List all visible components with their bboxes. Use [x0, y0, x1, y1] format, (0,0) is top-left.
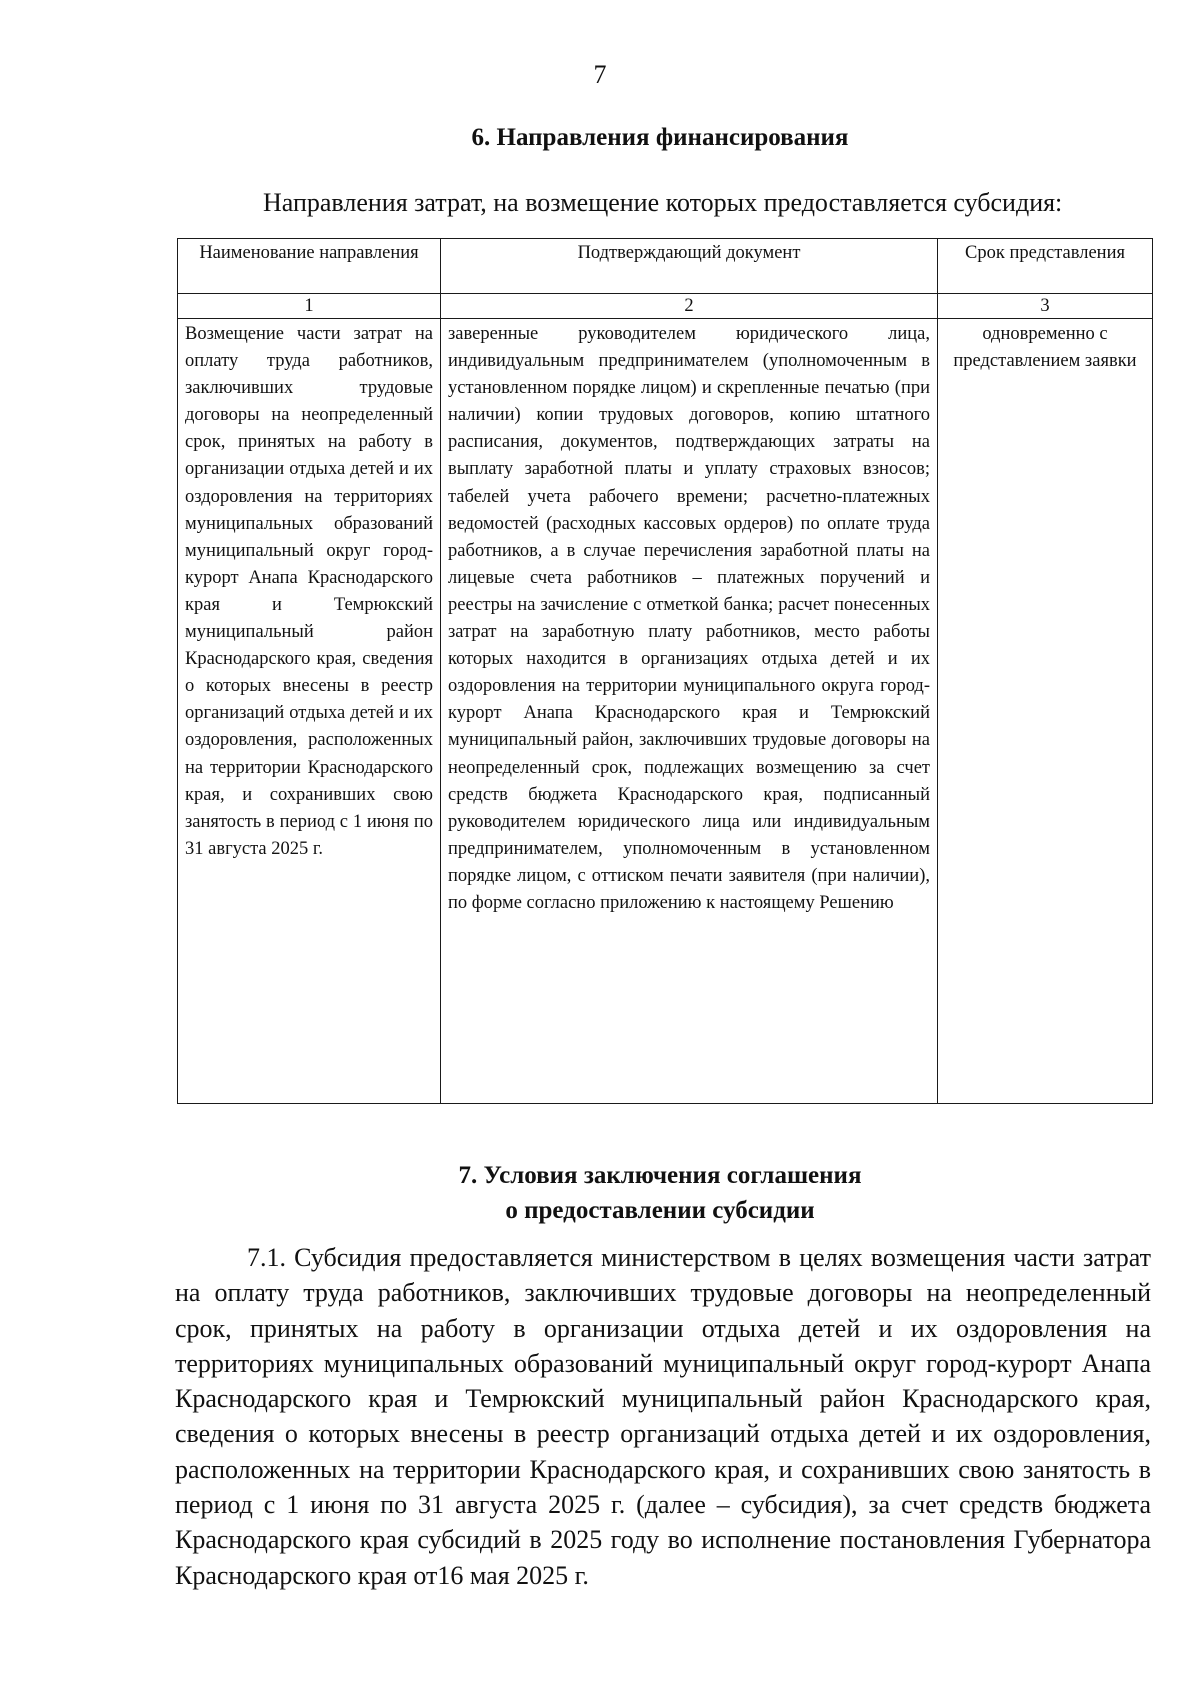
section-7-heading-line-1: 7. Условия заключения соглашения: [458, 1162, 862, 1189]
table-column-numbers-row: [178, 294, 1153, 319]
table-row: [178, 319, 1153, 1104]
column-number: 1: [178, 294, 441, 319]
table-caption: Направления затрат, на возмещение которых предоставляется субсидия:: [263, 188, 1063, 217]
section-7-heading-line-2: о предоставлении субсидии: [505, 1197, 815, 1224]
header-direction-name: Наименование направления: [178, 239, 441, 294]
header-submission-deadline: Срок представления: [938, 239, 1153, 294]
paragraph-7-1: 7.1. Субсидия предоставляется министерством в целях возмещения части затрат на оплату труда работников, заключивших трудовые договоры на неопределенный срок, принятых на работу в организации отдыха детей и их оздоровления на территориях муниципальных образований муниципальный округ город-курорт Анапа Краснодарского края и Темрюкский муниципальный район Краснодарского края, сведения о которых внесены в реестр организаций отдыха детей и их оздоровления, расположенных на территории Краснодарского края, и сохранивших свою занятость в период с 1 июня по 31 августа 2025 г. (далее – субсидия), за счет средств бюджета Краснодарского края субсидий в 2025 году во исполнение постановления Губернатора Краснодарского края от16 мая 2025 г.: [175, 1243, 1151, 1590]
section-6-heading: 6. Направления финансирования: [471, 124, 849, 151]
section-7-heading: [60, 1158, 1200, 1228]
page-number: 7: [593, 60, 607, 89]
cell-document: заверенные руководителем юридического лица, индивидуальным предпринимателем (уполномоченным в установленном порядке лицом) и скрепленные печатью (при наличии) копии трудовых договоров, копию штатного расписания, документов, подтверждающих затраты на выплату заработной платы и уплату страховых взносов; табелей учета рабочего времени; расчетно-платежных ведомостей (расходных кассовых ордеров) по оплате труда работников, а в случае перечисления заработной платы на лицевые счета работников – платежных поручений и реестры на зачисление с отметкой банка; расчет понесенных затрат на заработную плату работников, место работы которых находится в организациях отдыха детей и их оздоровления на территории муниципального округа город-курорт Анапа Краснодарского края и Темрюкский муниципальный район, заключивших трудовые договоры на неопределенный срок, подлежащих возмещению за счет средств бюджета Краснодарского края, подписанный руководителем юридического лица или индивидуальным предпринимателем, уполномоченным в установленном порядке лицом, с оттиском печати заявителя (при наличии), по форме согласно приложению к настоящему Решению: [441, 319, 938, 1104]
funding-directions-table: [177, 238, 1153, 1104]
column-number: 2: [441, 294, 938, 319]
cell-direction: Возмещение части затрат на оплату труда работников, заключивших трудовые договоры на неопределенный срок, принятых на работу в организации отдыха детей и их оздоровления на территориях муниципальных образований муниципальный округ город-курорт Анапа Краснодарского края и Темрюкский муниципальный район Краснодарского края, сведения о которых внесены в реестр организаций отдыха детей и их оздоровления, расположенных на территории Краснодарского края, и сохранивших свою занятость в период с 1 июня по 31 августа 2025 г.: [178, 319, 441, 1104]
table-header-row: [178, 239, 1153, 294]
column-number: 3: [938, 294, 1153, 319]
cell-deadline: одновременно с представлением заявки: [938, 319, 1153, 1104]
header-confirming-document: Подтверждающий документ: [441, 239, 938, 294]
